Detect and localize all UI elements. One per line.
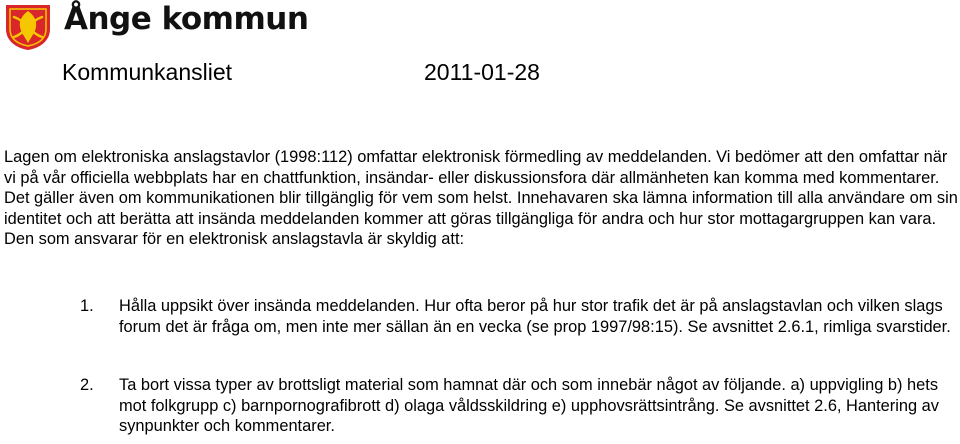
municipality-logo — [4, 3, 52, 51]
coat-of-arms-icon — [4, 3, 52, 51]
list-item-number: 2. — [80, 376, 94, 394]
logo-text: Ånge kommun — [64, 1, 309, 37]
list-item-number: 1. — [80, 297, 94, 315]
department-name: Kommunkansliet — [62, 59, 233, 85]
list-item-text: Hålla uppsikt över insända meddelanden. Hur ofta beror på hur stor trafik det är på anslagstavlan och vilken slags forum det är fråga om, men inte mer sällan än en vecka (se prop 1997/98:15). Se avsnittet 2.6.1, rimliga svarstider. — [119, 297, 951, 336]
list-item-text: Ta bort vissa typer av brottsligt material som hamnat där och som innebär något av följande. a) uppvigling b) hets mot folkgrupp c) barnpornografibrott d) olaga våldsskildring e) upphovsrättsintrång. Se avsnittet 2.6, Hantering av synpunkter och kommentarer. — [119, 376, 939, 436]
intro-paragraph: Lagen om elektroniska anslagstavlor (1998:112) omfattar elektronisk förmedling av meddelanden. Vi bedömer att den omfattar när vi på vår officiella webbplats har en chattfunktion, insändar- eller diskussionsfora där allmänheten kan komma med kommentarer. Det gäller även om kommunikationen blir tillgänglig för vem som helst. Innehavaren ska lämna information till alla användare om sin identitet och att berätta att insända meddelanden kommer att göras tillgängliga för andra och hur stor mottagargruppen kan vara. Den som ansvarar för en elektronisk anslagstavla är skyldig att: — [4, 148, 958, 249]
document-date: 2011-01-28 — [424, 59, 540, 85]
